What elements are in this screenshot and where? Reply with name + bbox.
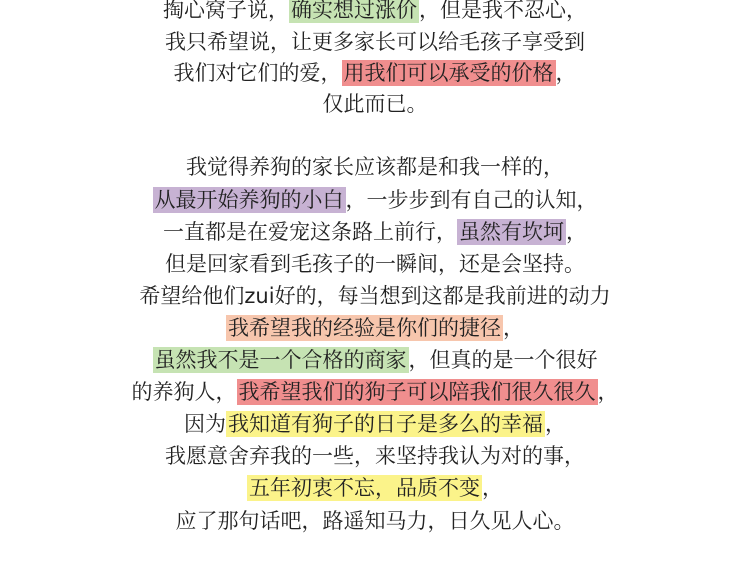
text-line [0,216,750,248]
text-line [0,26,750,58]
text-segment: 的养狗人， [131,380,237,404]
text-line [0,440,750,472]
highlighted-text: 虽然我不是一个合格的商家 [154,348,407,372]
text-segment: ， [482,476,503,500]
text-segment: 仅此而已。 [322,92,428,116]
text-line [0,88,750,120]
highlighted-text: 我知道有狗子的日子是多么的幸福 [228,412,543,436]
text-segment: ， [545,412,566,436]
highlighted-text: 五年初衷不忘，品质不变 [249,476,480,500]
text-segment: 掏心窝子说， [163,0,289,22]
text-segment: 我只希望说，让更多家长可以给毛孩子享受到 [165,30,585,54]
text-segment: ， [566,220,587,244]
text-line [0,0,750,26]
text-segment: 我愿意舍弃我的一些，来坚持我认为对的事， [165,444,585,468]
text-line [0,57,750,89]
text-line [0,184,750,216]
text-line [0,472,750,504]
text-segment: ，一步步到有自己的认知， [345,188,598,212]
text-segment: 我觉得养狗的家长应该都是和我一样的， [186,155,564,179]
text-line [0,312,750,344]
text-segment: ，但真的是一个很好 [408,348,598,372]
highlighted-text: 用我们可以承受的价格 [343,61,554,85]
text-line [0,376,750,408]
text-line [0,505,750,537]
text-segment: 一直都是在爱宠这条路上前行， [163,220,457,244]
highlighted-text: 确实想过涨价 [289,0,419,23]
text-segment: 希望给他们zui好的，每当想到这都是我前进的动力 [139,284,611,308]
text-segment: ， [555,61,577,85]
highlighted-text: 从最开始养狗的小白 [154,188,344,212]
highlighted-text: 我希望我的经验是你们的捷径 [228,316,501,340]
highlighted-text: 虽然有坎坷 [459,220,564,244]
highlighted-text: 我希望我们的狗子可以陪我们很久很久 [238,380,596,404]
text-segment: ， [503,316,524,340]
text-segment: 但是回家看到毛孩子的一瞬间，还是会坚持。 [165,252,585,276]
text-segment: 我们对它们的爱， [173,61,342,85]
text-segment: 应了那句话吧，路遥知马力，日久见人心。 [175,509,575,533]
text-segment: 因为 [184,412,226,436]
text-line [0,248,750,280]
text-segment: ， [597,380,619,404]
text-line [0,151,750,183]
text-line [0,344,750,376]
text-line [0,408,750,440]
text-segment: ，但是我不忍心， [419,0,587,22]
text-line [0,280,750,312]
